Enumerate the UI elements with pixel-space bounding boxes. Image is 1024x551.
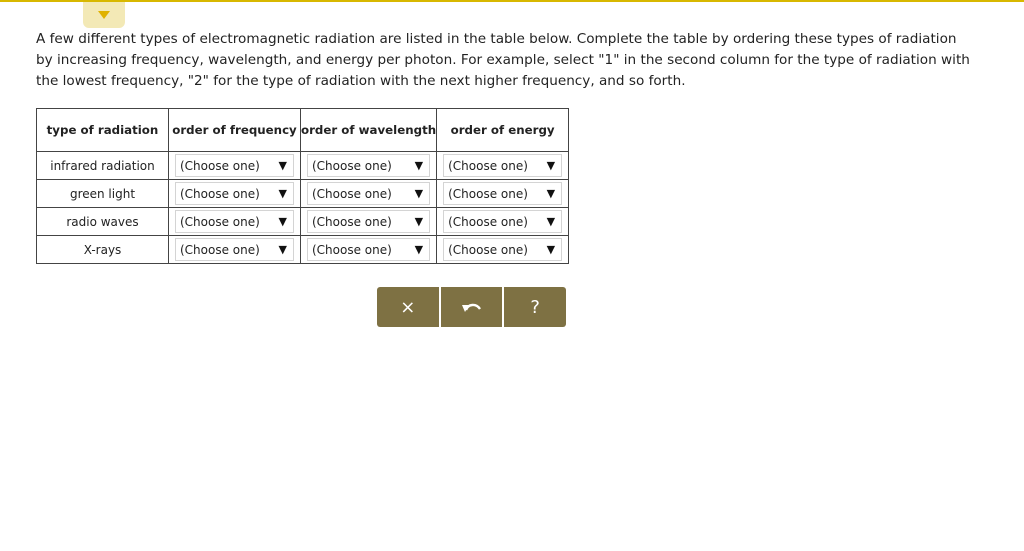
caret-down-icon bbox=[97, 10, 111, 20]
row-label: X-rays bbox=[37, 236, 169, 264]
select-value: (Choose one) bbox=[180, 186, 260, 201]
frequency-select[interactable] bbox=[175, 182, 294, 205]
frequency-select[interactable] bbox=[175, 210, 294, 233]
top-accent-line bbox=[0, 0, 1024, 2]
select-value: (Choose one) bbox=[448, 242, 528, 257]
dropdown-arrow-icon: ▼ bbox=[278, 187, 287, 200]
header-frequency: order of frequency bbox=[169, 109, 301, 152]
dropdown-arrow-icon: ▼ bbox=[414, 159, 424, 172]
header-type: type of radiation bbox=[37, 109, 169, 152]
select-value: (Choose one) bbox=[180, 242, 260, 257]
row-label: green light bbox=[37, 180, 169, 208]
select-value: (Choose one) bbox=[312, 214, 392, 229]
header-wavelength: order of wavelength bbox=[301, 109, 437, 152]
table-header-row bbox=[37, 109, 569, 152]
clear-button[interactable] bbox=[377, 287, 439, 327]
dropdown-arrow-icon: ▼ bbox=[546, 243, 556, 256]
select-value: (Choose one) bbox=[448, 214, 528, 229]
wavelength-select[interactable] bbox=[307, 154, 430, 177]
energy-select[interactable] bbox=[443, 210, 562, 233]
question-prompt: A few different types of electromagnetic radiation are listed in the table below. Complete the table by ordering these types of radiation by increasing frequency, wavelength, and energy per photon. For example, select "1" in the second column for the type of radiation with the lowest frequency, "2" for the type of radiation with the next higher frequency, and so forth. bbox=[36, 31, 970, 89]
collapse-toggle-button[interactable] bbox=[83, 2, 125, 28]
select-value: (Choose one) bbox=[180, 158, 260, 173]
select-value: (Choose one) bbox=[312, 186, 392, 201]
help-button[interactable] bbox=[504, 287, 566, 327]
dropdown-arrow-icon: ▼ bbox=[278, 159, 287, 172]
dropdown-arrow-icon: ▼ bbox=[414, 215, 424, 228]
close-icon: × bbox=[400, 296, 416, 318]
undo-button[interactable] bbox=[441, 287, 503, 327]
dropdown-arrow-icon: ▼ bbox=[546, 187, 556, 200]
select-value: (Choose one) bbox=[448, 186, 528, 201]
select-value: (Choose one) bbox=[312, 242, 392, 257]
help-icon: ? bbox=[530, 296, 540, 318]
table-row bbox=[37, 180, 569, 208]
table-row bbox=[37, 152, 569, 180]
wavelength-select[interactable] bbox=[307, 182, 430, 205]
frequency-select[interactable] bbox=[175, 238, 294, 261]
dropdown-arrow-icon: ▼ bbox=[278, 243, 287, 256]
wavelength-select[interactable] bbox=[307, 238, 430, 261]
energy-select[interactable] bbox=[443, 154, 562, 177]
table-row bbox=[37, 208, 569, 236]
select-value: (Choose one) bbox=[180, 214, 260, 229]
table-row bbox=[37, 236, 569, 264]
dropdown-arrow-icon: ▼ bbox=[414, 187, 424, 200]
dropdown-arrow-icon: ▼ bbox=[546, 159, 556, 172]
undo-icon bbox=[461, 300, 483, 314]
frequency-select[interactable] bbox=[175, 154, 294, 177]
dropdown-arrow-icon: ▼ bbox=[414, 243, 424, 256]
answer-toolbar bbox=[377, 287, 566, 327]
radiation-order-table bbox=[36, 108, 569, 264]
row-label: infrared radiation bbox=[37, 152, 169, 180]
select-value: (Choose one) bbox=[312, 158, 392, 173]
row-label: radio waves bbox=[37, 208, 169, 236]
dropdown-arrow-icon: ▼ bbox=[546, 215, 556, 228]
energy-select[interactable] bbox=[443, 182, 562, 205]
dropdown-arrow-icon: ▼ bbox=[278, 215, 287, 228]
header-energy: order of energy bbox=[437, 109, 569, 152]
select-value: (Choose one) bbox=[448, 158, 528, 173]
energy-select[interactable] bbox=[443, 238, 562, 261]
wavelength-select[interactable] bbox=[307, 210, 430, 233]
